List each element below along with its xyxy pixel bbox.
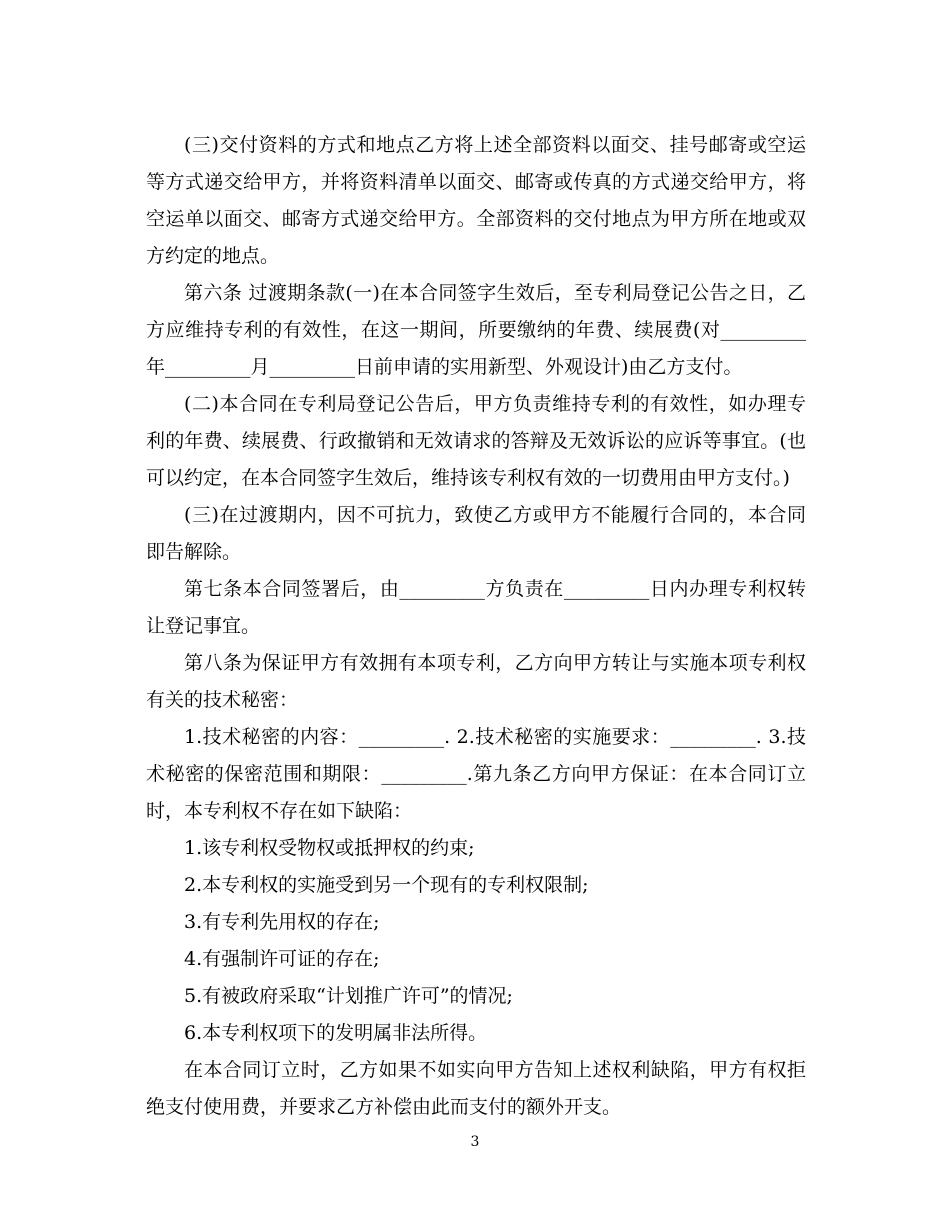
list-item: 5.有被政府采取“计划推广许可”的情况; bbox=[184, 985, 513, 1007]
list-item: 2.本专利权的实施受到另一个现有的专利权限制; bbox=[184, 874, 589, 896]
paragraph: (三)交付资料的方式和地点乙方将上述全部资料以面交、挂号邮寄或空运等方式递交给甲方，并将资料清单以面交、邮寄或传真的方式递交给甲方，将空运单以面交、邮寄方式递交给甲方。全部资料的交付地点为甲方所在地或双方约定的地点。 bbox=[146, 134, 806, 267]
paragraph: 第八条为保证甲方有效拥有本项专利，乙方向甲方转让与实施本项专利权有关的技术秘密： bbox=[146, 652, 806, 711]
list-item: 4.有强制许可证的存在; bbox=[184, 948, 380, 970]
paragraph: 1.技术秘密的内容：_________. 2.技术秘密的实施要求：_________. 3.技术秘密的保密范围和期限：_________.第九条乙方向甲方保证：在本合同订立时，本专利权不存在如下缺陷： bbox=[146, 726, 806, 822]
page-number: 3 bbox=[470, 1134, 480, 1150]
list-item: 3.有专利先用权的存在; bbox=[184, 911, 380, 933]
paragraph: 第六条 过渡期条款(一)在本合同签字生效后，至专利局登记公告之日，乙方应维持专利的有效性，在这一期间，所要缴纳的年费、续展费(对_________年_________月_________日前申请的实用新型、外观设计)由乙方支付。 bbox=[146, 282, 806, 378]
paragraph: (二)本合同在专利局登记公告后，甲方负责维持专利的有效性，如办理专利的年费、续展费、行政撤销和无效请求的答辩及无效诉讼的应诉等事宜。(也可以约定，在本合同签字生效后，维持该专利权有效的一切费用由甲方支付。) bbox=[146, 393, 806, 489]
list-item: 6.本专利权项下的发明属非法所得。 bbox=[184, 1022, 488, 1044]
paragraph: (三)在过渡期内，因不可抗力，致使乙方或甲方不能履行合同的，本合同即告解除。 bbox=[146, 504, 806, 563]
paragraph: 第七条本合同签署后，由_________方负责在_________日内办理专利权转让登记事宜。 bbox=[146, 578, 806, 637]
list-item: 1.该专利权受物权或抵押权的约束; bbox=[184, 837, 475, 859]
paragraph: 在本合同订立时，乙方如果不如实向甲方告知上述权利缺陷，甲方有权拒绝支付使用费，并要求乙方补偿由此而支付的额外开支。 bbox=[146, 1059, 806, 1118]
document-body bbox=[146, 127, 806, 1126]
